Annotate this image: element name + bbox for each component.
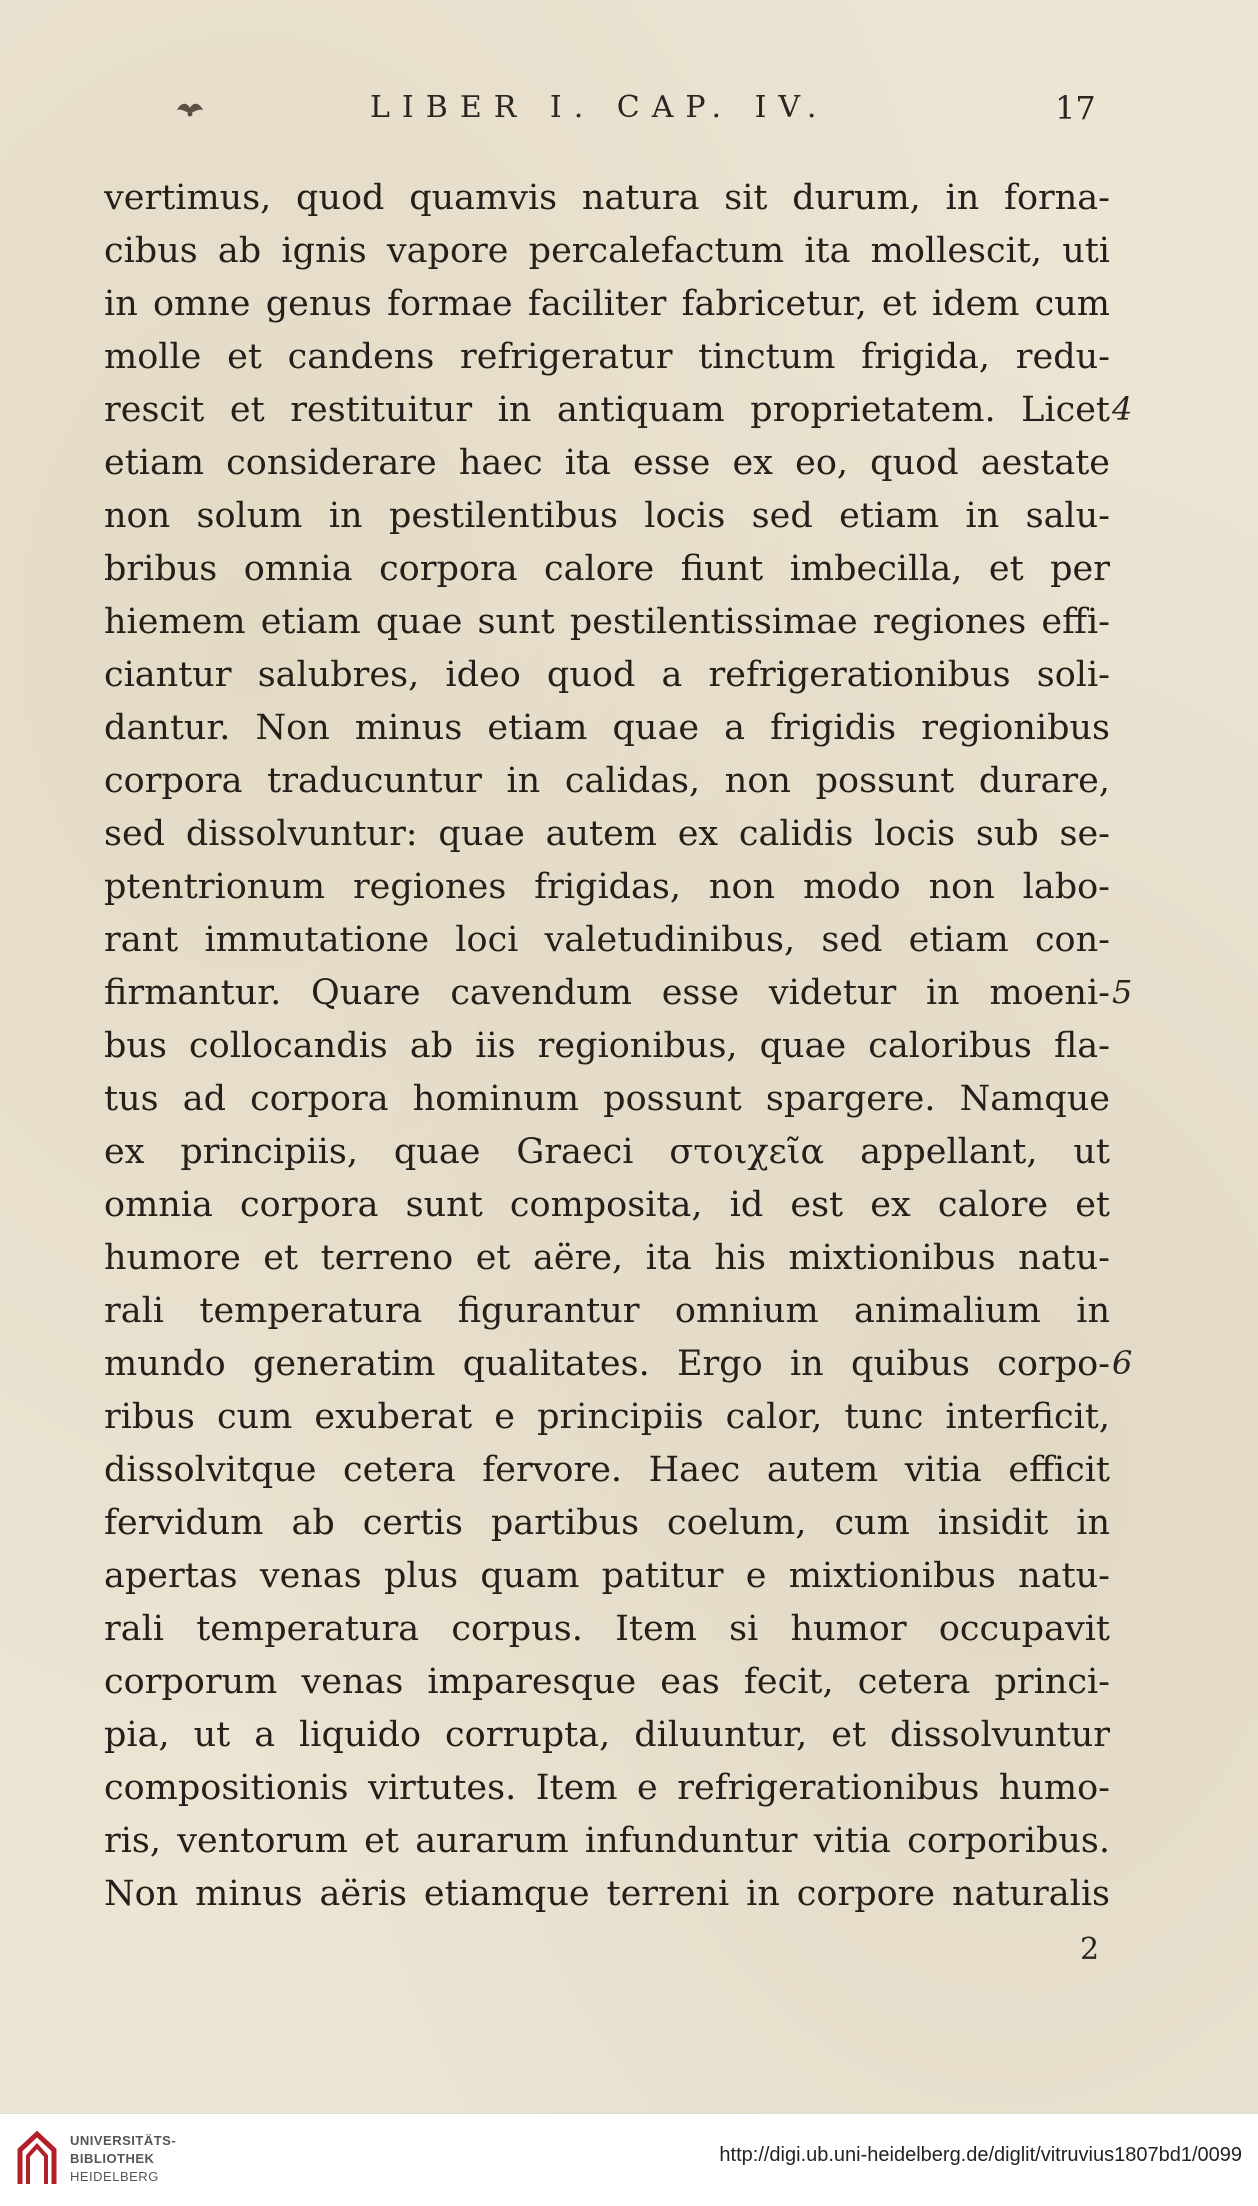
text-line: omnia corpora sunt composita, id est ex calore et	[104, 1185, 1110, 1225]
library-name-line: HEIDELBERG	[70, 2169, 159, 2184]
text-line: ex principiis, quae Graeci στοιχεῖα appellant, ut	[104, 1132, 1110, 1172]
text-line: vertimus, quod quamvis natura sit durum, in forna-	[104, 178, 1110, 218]
text-line: mundo generatim qualitates. Ergo in quibus corpo-	[104, 1344, 1110, 1384]
text-line: rant immutatione loci valetudinibus, sed etiam con-	[104, 920, 1110, 960]
text-line: rescit et restituitur in antiquam proprietatem. Licet	[104, 390, 1110, 430]
text-line: bus collocandis ab iis regionibus, quae caloribus fla-	[104, 1026, 1110, 1066]
body-text	[104, 172, 1110, 1921]
text-line: pia, ut a liquido corrupta, diluuntur, et dissolvuntur	[104, 1715, 1110, 1755]
text-line: humore et terreno et aëre, ita his mixtionibus natu-	[104, 1238, 1110, 1278]
library-name	[70, 2132, 176, 2186]
text-line: hiemem etiam quae sunt pestilentissimae regiones effi-	[104, 602, 1110, 642]
margin-number: 5	[1112, 973, 1133, 1011]
text-line: ribus cum exuberat e principiis calor, tunc interficit,	[104, 1397, 1110, 1437]
text-line: non solum in pestilentibus locis sed etiam in salu-	[104, 496, 1110, 536]
margin-number: 4	[1112, 390, 1133, 428]
library-name-line: UNIVERSITÄTS-	[70, 2133, 177, 2148]
text-line: ciantur salubres, ideo quod a refrigerationibus soli-	[104, 655, 1110, 695]
text-line: etiam considerare haec ita esse ex eo, quod aestate	[104, 443, 1110, 483]
text-line: corporum venas imparesque eas fecit, cetera princi-	[104, 1662, 1110, 1702]
text-line: apertas venas plus quam patitur e mixtionibus natu-	[104, 1556, 1110, 1596]
text-line: corpora traducuntur in calidas, non possunt durare,	[104, 761, 1110, 801]
text-line: sed dissolvuntur: quae autem ex calidis locis sub se-	[104, 814, 1110, 854]
ub-heidelberg-logo-icon	[14, 2128, 60, 2190]
page-number: 17	[1055, 89, 1096, 127]
text-line: compositionis virtutes. Item e refrigerationibus humo-	[104, 1768, 1110, 1808]
text-line: molle et candens refrigeratur tinctum frigida, redu-	[104, 337, 1110, 377]
text-line: fervidum ab certis partibus coelum, cum insidit in	[104, 1503, 1110, 1543]
text-line: tus ad corpora hominum possunt spargere. Namque	[104, 1079, 1110, 1119]
text-line: firmantur. Quare cavendum esse videtur in moeni-	[104, 973, 1110, 1013]
fleuron-icon	[175, 98, 205, 118]
text-line: dissolvitque cetera fervore. Haec autem vitia efficit	[104, 1450, 1110, 1490]
text-line: bribus omnia corpora calore fiunt imbecilla, et per	[104, 549, 1110, 589]
text-line: ptentrionum regiones frigidas, non modo non labo-	[104, 867, 1110, 907]
margin-number: 6	[1112, 1344, 1133, 1382]
text-line: ris, ventorum et aurarum infunduntur vitia corporibus.	[104, 1821, 1110, 1861]
library-footer	[0, 2113, 1258, 2206]
text-line: rali temperatura figurantur omnium animalium in	[104, 1291, 1110, 1331]
text-line: cibus ab ignis vapore percalefactum ita mollescit, uti	[104, 231, 1110, 271]
running-head: LIBER I. CAP. IV.	[370, 90, 829, 125]
source-url[interactable]: http://digi.ub.uni-heidelberg.de/diglit/vitruvius1807bd1/0099	[719, 2144, 1242, 2166]
library-name-line: BIBLIOTHEK	[70, 2151, 155, 2166]
signature-mark: 2	[1080, 1932, 1100, 1967]
text-line: Non minus aëris etiamque terreni in corpore naturalis	[104, 1874, 1110, 1914]
page-header	[0, 88, 1258, 138]
text-line: in omne genus formae faciliter fabricetur, et idem cum	[104, 284, 1110, 324]
text-line: rali temperatura corpus. Item si humor occupavit	[104, 1609, 1110, 1649]
text-line: dantur. Non minus etiam quae a frigidis regionibus	[104, 708, 1110, 748]
